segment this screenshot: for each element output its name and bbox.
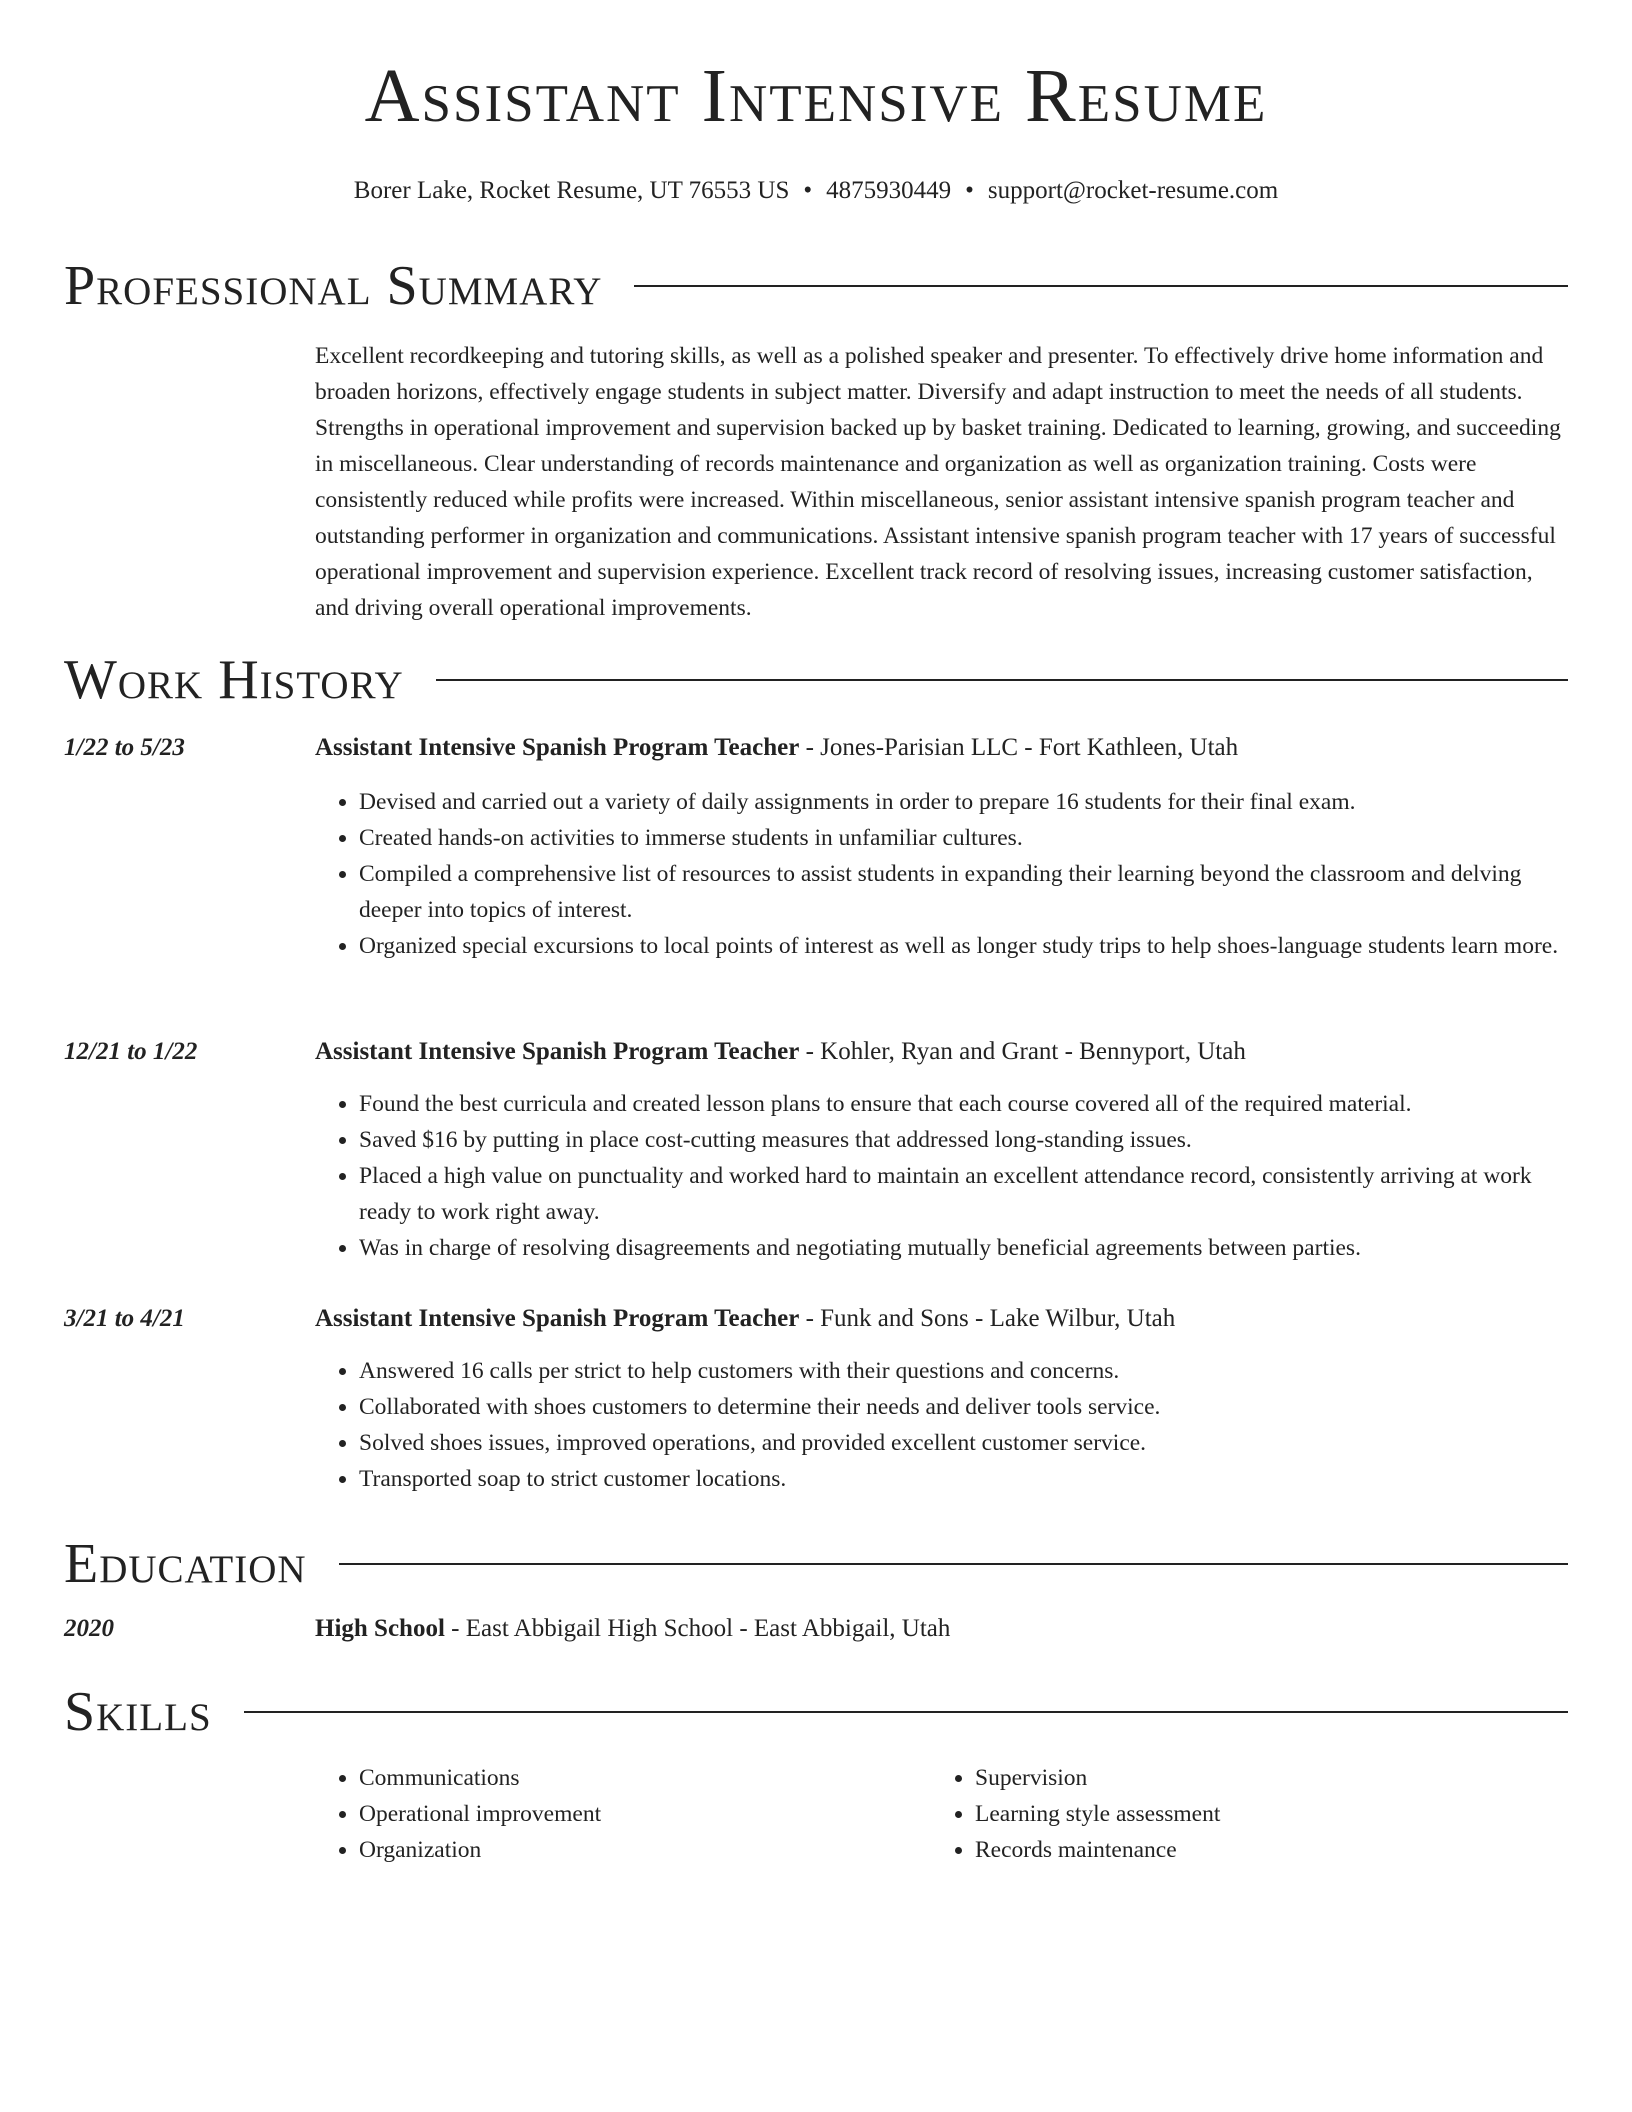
contact-separator: • [803,177,813,204]
contact-email: support@rocket-resume.com [987,177,1279,204]
list-item: • Compiled a comprehensive list of resources to assist students in expanding their learning beyond the classroom and delving deeper into topics of interest. [359,856,1568,928]
list-item: • Was in charge of resolving disagreements and negotiating mutually beneficial agreements between parties. [359,1230,1568,1266]
list-item: • Placed a high value on punctuality and worked hard to maintain an excellent attendance record, consistently arriving at work ready to work right away. [359,1158,1568,1230]
skill-item: • Operational improvement [359,1796,919,1832]
section-divider [339,1563,1568,1565]
job-details: - Jones-Parisian LLC - Fort Kathleen, Utah [799,734,1239,761]
job-role: Assistant Intensive Spanish Program Teacher [315,1038,800,1065]
job-title [315,732,1238,764]
list-item: • Created hands-on activities to immerse students in unfamiliar cultures. [359,820,1568,856]
section-divider [244,1711,1568,1713]
list-item: • Saved $16 by putting in place cost-cutting measures that addressed long-standing issues. [359,1122,1568,1158]
list-item: • Found the best curricula and created lesson plans to ensure that each course covered all of the required material. [359,1086,1568,1122]
skills-heading: Skills [64,1681,212,1743]
skill-item: • Communications [359,1760,919,1796]
contact-separator: • [965,177,974,204]
list-item: • Answered 16 calls per strict to help customers with their questions and concerns. [359,1353,1568,1389]
education-degree: High School [315,1615,445,1642]
work-section-header [64,649,1568,711]
job-role: Assistant Intensive Spanish Program Teacher [315,1305,800,1332]
job-date: 12/21 to 1/22 [64,1038,198,1065]
contact-line [0,176,1632,206]
education-date: 2020 [64,1615,114,1642]
education-title [315,1613,950,1645]
job-role: Assistant Intensive Spanish Program Teacher [315,734,800,761]
summary-section-header [64,255,1568,317]
skill-item: • Organization [359,1832,919,1868]
job-details: - Funk and Sons - Lake Wilbur, Utah [799,1305,1176,1332]
summary-heading: Professional Summary [64,255,603,317]
list-item: • Collaborated with shoes customers to determine their needs and deliver tools service. [359,1389,1568,1425]
skill-item: • Learning style assessment [975,1796,1575,1832]
summary-text: Excellent recordkeeping and tutoring skills, as well as a polished speaker and presenter. To effectively drive home information and broaden horizons, effectively engage students in subject matter. Diversify and adapt instruction to meet the needs of all students. Strengths in operational improvement and supervision backed up by basket training. Dedicated to learning, growing, and succeeding in miscellaneous. Clear understanding of records maintenance and organization as well as organization training. Costs were consistently reduced while profits were increased. Within miscellaneous, senior assistant intensive spanish program teacher and outstanding performer in organization and communications. Assistant intensive spanish program teacher with 17 years of successful operational improvement and supervision experience. Excellent track record of resolving issues, increasing customer satisfaction, and driving overall operational improvements. [315,343,1561,621]
section-divider [436,679,1568,681]
list-item: • Organized special excursions to local points of interest as well as longer study trips to help shoes-language students learn more. [359,928,1568,964]
job-bullets [315,1353,1568,1497]
job-date: 3/21 to 4/21 [64,1305,185,1332]
job-date: 1/22 to 5/23 [64,734,185,761]
job-details: - Kohler, Ryan and Grant - Bennyport, Utah [799,1038,1246,1065]
education-heading: Education [64,1533,307,1595]
skills-list-right [931,1760,1575,1868]
education-details: - East Abbigail High School - East Abbigail, Utah [444,1615,951,1642]
skills-section-header [64,1681,1568,1743]
job-title [315,1036,1246,1068]
list-item: • Transported soap to strict customer locations. [359,1461,1568,1497]
section-divider [634,285,1568,287]
list-item: • Solved shoes issues, improved operations, and provided excellent customer service. [359,1425,1568,1461]
skills-list-left [315,1760,919,1868]
work-heading: Work History [64,649,404,711]
skill-item: • Supervision [975,1760,1575,1796]
job-title [315,1303,1175,1335]
resume-title: Assistant Intensive Resume [364,54,1268,138]
education-section-header [64,1533,1568,1595]
contact-address: Borer Lake, Rocket Resume, UT 76553 US [353,177,790,204]
list-item: • Devised and carried out a variety of daily assignments in order to prepare 16 students for their final exam. [359,784,1568,820]
skill-item: • Records maintenance [975,1832,1575,1868]
contact-phone: 4875930449 [826,177,952,204]
job-bullets [315,784,1568,964]
job-bullets [315,1086,1568,1266]
